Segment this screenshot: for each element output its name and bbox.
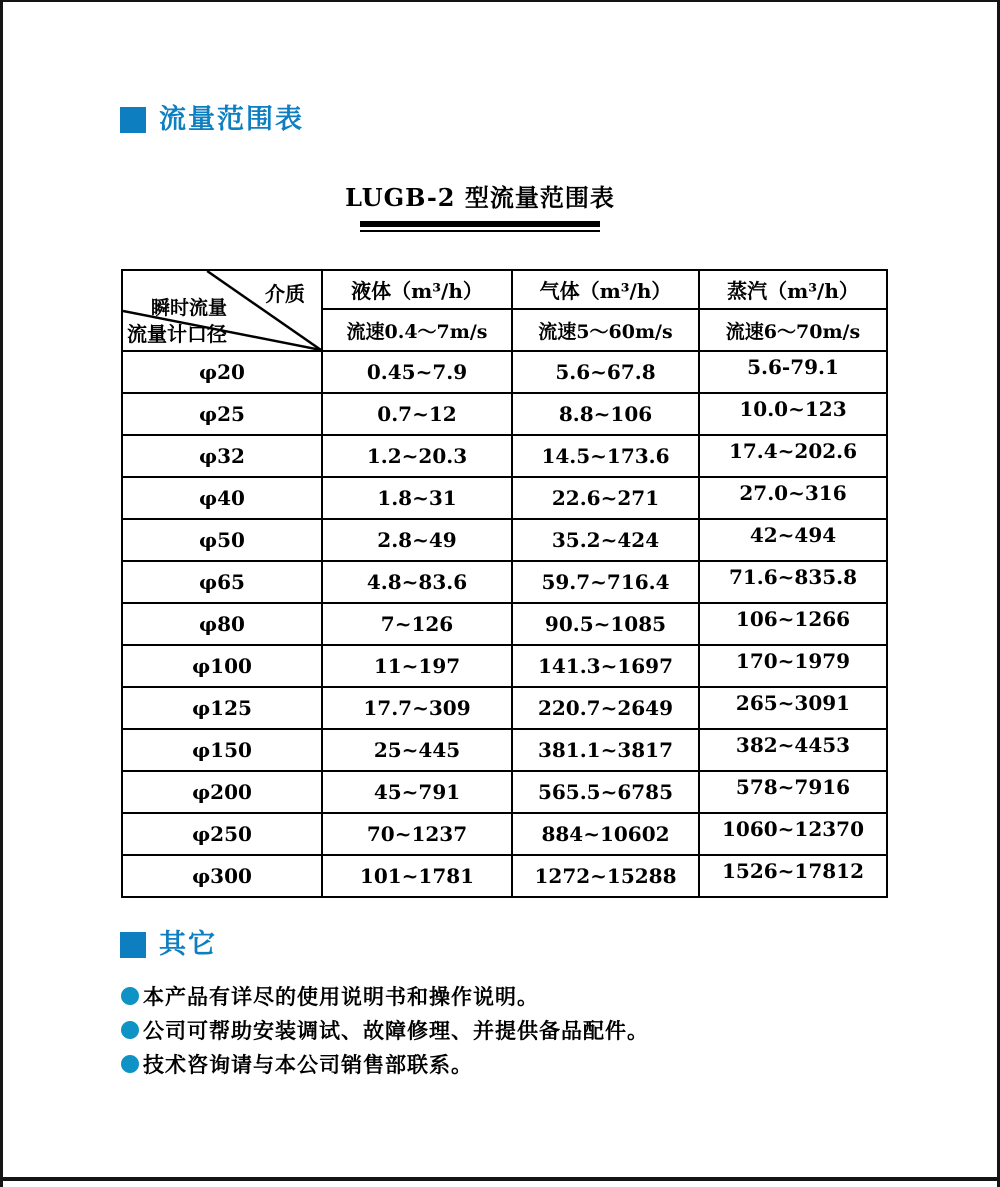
gas-cell: 884~10602 (512, 813, 699, 855)
diameter-cell: φ125 (122, 687, 322, 729)
bullet-dot-icon (121, 987, 139, 1005)
note-text: 本产品有详尽的使用说明书和操作说明。 (143, 984, 539, 1009)
diameter-cell: φ25 (122, 393, 322, 435)
col-header-gas: 气体（m³/h） (512, 270, 699, 309)
gas-cell: 8.8~106 (512, 393, 699, 435)
steam-cell: 106~1266 (699, 603, 887, 645)
velocity-steam: 流速6～70m/s (699, 309, 887, 351)
gas-cell: 22.6~271 (512, 477, 699, 519)
steam-cell: 17.4~202.6 (699, 435, 887, 477)
liquid-cell: 101~1781 (322, 855, 512, 897)
gas-cell: 381.1~3817 (512, 729, 699, 771)
liquid-cell: 2.8~49 (322, 519, 512, 561)
section-flow-range-heading (120, 104, 304, 135)
table-row (122, 687, 887, 729)
steam-cell: 10.0~123 (699, 393, 887, 435)
diameter-cell: φ50 (122, 519, 322, 561)
liquid-cell: 1.2~20.3 (322, 435, 512, 477)
steam-cell: 382~4453 (699, 729, 887, 771)
col-header-liquid: 液体（m³/h） (322, 270, 512, 309)
diameter-cell: φ32 (122, 435, 322, 477)
liquid-cell: 45~791 (322, 771, 512, 813)
table-row (122, 729, 887, 771)
corner-label-medium: 介质 (265, 282, 305, 306)
table-row (122, 519, 887, 561)
diameter-cell: φ40 (122, 477, 322, 519)
section-flow-range-label: 流量范围表 (159, 104, 304, 135)
diameter-cell: φ20 (122, 351, 322, 393)
steam-cell: 1060~12370 (699, 813, 887, 855)
liquid-cell: 0.7~12 (322, 393, 512, 435)
flow-range-table (121, 269, 888, 898)
liquid-cell: 70~1237 (322, 813, 512, 855)
liquid-cell: 7~126 (322, 603, 512, 645)
liquid-cell: 0.45~7.9 (322, 351, 512, 393)
section-square-icon (120, 932, 146, 958)
diameter-cell: φ80 (122, 603, 322, 645)
section-other-heading (120, 929, 217, 960)
steam-cell: 1526~17812 (699, 855, 887, 897)
steam-cell: 42~494 (699, 519, 887, 561)
corner-header-cell (122, 270, 322, 351)
table-row (122, 477, 887, 519)
steam-cell: 27.0~316 (699, 477, 887, 519)
velocity-gas: 流速5～60m/s (512, 309, 699, 351)
bullet-dot-icon (121, 1055, 139, 1073)
gas-cell: 1272~15288 (512, 855, 699, 897)
table-row (122, 435, 887, 477)
gas-cell: 141.3~1697 (512, 645, 699, 687)
col-header-steam: 蒸汽（m³/h） (699, 270, 887, 309)
steam-cell: 5.6-79.1 (699, 351, 887, 393)
table-row (122, 561, 887, 603)
note-text: 公司可帮助安装调试、故障修理、并提供备品配件。 (143, 1018, 649, 1043)
velocity-liquid: 流速0.4～7m/s (322, 309, 512, 351)
corner-label-meter-diameter: 流量计口径 (127, 322, 227, 346)
table-row (122, 645, 887, 687)
note-item (121, 1013, 649, 1047)
gas-cell: 59.7~716.4 (512, 561, 699, 603)
table-title-block (340, 178, 620, 232)
diameter-cell: φ300 (122, 855, 322, 897)
table-row (122, 351, 887, 393)
page-bottom-rule (3, 1177, 997, 1181)
gas-cell: 35.2~424 (512, 519, 699, 561)
diameter-cell: φ150 (122, 729, 322, 771)
gas-cell: 5.6~67.8 (512, 351, 699, 393)
liquid-cell: 11~197 (322, 645, 512, 687)
steam-cell: 170~1979 (699, 645, 887, 687)
liquid-cell: 4.8~83.6 (322, 561, 512, 603)
gas-cell: 565.5~6785 (512, 771, 699, 813)
steam-cell: 578~7916 (699, 771, 887, 813)
diameter-cell: φ250 (122, 813, 322, 855)
liquid-cell: 25~445 (322, 729, 512, 771)
table-row (122, 771, 887, 813)
title-underline-thick (360, 221, 600, 227)
gas-cell: 220.7~2649 (512, 687, 699, 729)
note-item (121, 1047, 649, 1081)
table-row (122, 813, 887, 855)
corner-label-instant-flow: 瞬时流量 (151, 297, 228, 319)
diameter-cell: φ65 (122, 561, 322, 603)
note-item (121, 979, 649, 1013)
diameter-cell: φ200 (122, 771, 322, 813)
liquid-cell: 17.7~309 (322, 687, 512, 729)
bullet-dot-icon (121, 1021, 139, 1039)
table-row (122, 393, 887, 435)
section-square-icon (120, 107, 146, 133)
diameter-cell: φ100 (122, 645, 322, 687)
table-row (122, 603, 887, 645)
table-title: LUGB-2 型流量范围表 (345, 183, 615, 212)
steam-cell: 265~3091 (699, 687, 887, 729)
section-other-label: 其它 (159, 929, 217, 960)
note-text: 技术咨询请与本公司销售部联系。 (143, 1052, 473, 1077)
gas-cell: 14.5~173.6 (512, 435, 699, 477)
gas-cell: 90.5~1085 (512, 603, 699, 645)
steam-cell: 71.6~835.8 (699, 561, 887, 603)
liquid-cell: 1.8~31 (322, 477, 512, 519)
title-underline-thin (360, 230, 600, 232)
notes-list (121, 979, 649, 1081)
table-row (122, 855, 887, 897)
